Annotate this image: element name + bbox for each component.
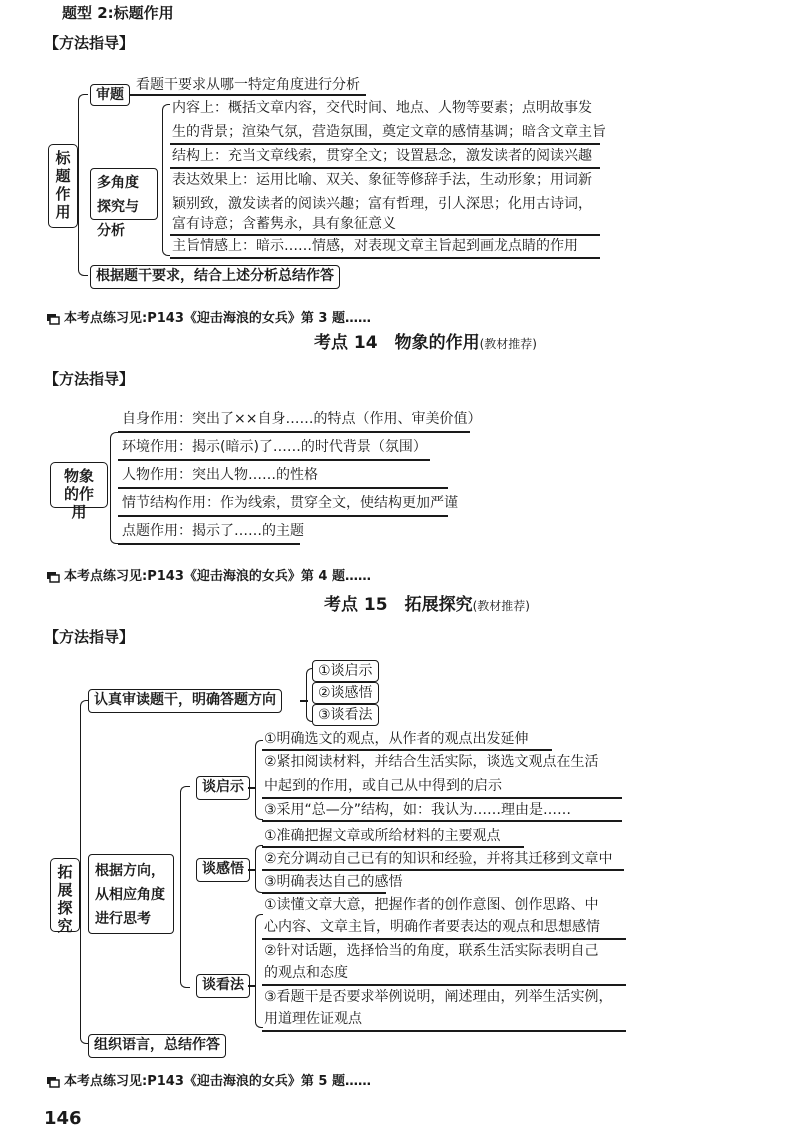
explore-root-label: 拓展探究 <box>57 863 73 935</box>
divider <box>262 892 386 894</box>
object-row-plot: 情节结构作用：作为线索，贯穿全文，使结构更加严谨 <box>122 495 458 511</box>
section-14-sub: (教材推荐) <box>479 337 537 351</box>
section-15-sub: (教材推荐) <box>472 599 530 613</box>
multi-angle-box: 多角度探究与分析 <box>90 168 158 220</box>
divider <box>262 1030 626 1032</box>
ganwu-row-1: ①准确把握文章或所给材料的主要观点 <box>264 828 501 844</box>
step1-item-3: ③谈看法 <box>312 704 379 726</box>
kanfa-row-6: 用道理佐证观点 <box>264 1011 362 1027</box>
divider <box>170 257 600 259</box>
method-label: 【方法指导】 <box>44 34 135 52</box>
method-label-2: 【方法指导】 <box>44 370 135 388</box>
kanfa-box: 谈看法 <box>196 974 250 998</box>
section-15-main: 考点 15 拓展探究 <box>324 595 473 615</box>
object-row-theme: 点题作用：揭示了……的主题 <box>122 523 304 539</box>
title-root-box <box>48 144 78 228</box>
method-label-3: 【方法指导】 <box>44 628 135 646</box>
divider <box>262 846 524 848</box>
expression-row-3: 富有诗意；含蓄隽永，具有象征意义 <box>172 216 396 232</box>
divider <box>262 938 626 940</box>
object-row-self: 自身作用：突出了××自身……的特点（作用、审美价值） <box>122 411 482 427</box>
qishi-row-4: ③采用“总—分”结构，如：我认为……理由是…… <box>264 802 572 818</box>
qishi-brace <box>255 740 263 820</box>
practice-note-1: 本考点练习见:P143《迎击海浪的女兵》第 3 题…… <box>64 311 371 326</box>
practice-icon <box>46 571 60 583</box>
divider <box>118 515 448 517</box>
shenti-text: 看题干要求从哪一特定角度进行分析 <box>136 77 360 93</box>
step2-box: 根据方向，从相应角度进行思考 <box>88 854 174 934</box>
divider <box>262 749 552 751</box>
kanfa-row-1: ①读懂文章大意，把握作者的创作意图、创作思路、中 <box>264 897 599 913</box>
content-row-1: 内容上：概括文章内容，交代时间、地点、人物等要素；点明故事发 <box>172 100 592 116</box>
divider <box>262 984 626 986</box>
section-14-main: 考点 14 物象的作用 <box>314 333 480 353</box>
practice-note-3: 本考点练习见:P143《迎击海浪的女兵》第 5 题…… <box>64 1074 371 1089</box>
underline <box>136 94 366 96</box>
divider <box>170 167 600 169</box>
title-brace <box>78 94 88 276</box>
divider <box>262 869 624 871</box>
ganwu-box: 谈感悟 <box>196 858 250 882</box>
step1-box: 认真审读题干，明确答题方向 <box>88 689 282 713</box>
shenti-box: 审题 <box>90 84 130 106</box>
divider <box>118 487 448 489</box>
divider <box>170 143 600 145</box>
qishi-row-2: ②紧扣阅读材料，并结合生活实际，谈选文观点在生活 <box>264 754 599 770</box>
content-row-2: 生的背景；渲染气氛，营造氛围，奠定文章的感情基调；暗含文章主旨 <box>172 124 606 140</box>
step2-brace <box>180 786 190 988</box>
title-root-label: 标题作用 <box>55 149 71 221</box>
structure-row: 结构上：充当文章线索，贯穿全文；设置悬念，激发读者的阅读兴趣 <box>172 148 592 164</box>
page-number: 146 <box>44 1108 82 1129</box>
expression-row-2: 颖别致，激发读者的阅读兴趣；富有哲理，引人深思；化用古诗词， <box>172 196 592 212</box>
practice-icon <box>46 313 60 325</box>
kanfa-row-3: ②针对话题，选择恰当的角度，联系生活实际表明自己 <box>264 943 599 959</box>
step1-item-1: ①谈启示 <box>312 660 379 682</box>
object-row-character: 人物作用：突出人物……的性格 <box>122 467 318 483</box>
section-14-title <box>314 334 537 353</box>
expression-row-1: 表达效果上：运用比喻、双关、象征等修辞手法，生动形象；用词新 <box>172 172 592 188</box>
section-15-title <box>324 596 530 615</box>
divider <box>118 543 300 545</box>
qishi-row-3: 中起到的作用，或自己从中得到的启示 <box>264 778 502 794</box>
qishi-box: 谈启示 <box>196 776 250 800</box>
kanfa-brace <box>255 914 263 1028</box>
theme-row: 主旨情感上：暗示……情感，对表现文章主旨起到画龙点睛的作用 <box>172 238 578 254</box>
qishi-row-1: ①明确选文的观点，从作者的观点出发延伸 <box>264 731 529 747</box>
object-root-label: 物象的作用 <box>63 467 94 521</box>
practice-note-2: 本考点练习见:P143《迎击海浪的女兵》第 4 题…… <box>64 569 371 584</box>
kanfa-row-4: 的观点和态度 <box>264 965 348 981</box>
type2-title: 题型 2:标题作用 <box>62 4 174 22</box>
divider <box>262 797 622 799</box>
summary-box: 根据题干要求，结合上述分析总结作答 <box>90 265 340 289</box>
ganwu-row-2: ②充分调动自己已有的知识和经验，并将其迁移到文章中 <box>264 851 613 867</box>
practice-icon <box>46 1076 60 1088</box>
divider <box>262 820 622 822</box>
kanfa-row-2: 心内容、文章主旨，明确作者要表达的观点和思想感情 <box>264 919 600 935</box>
explore-root-box <box>50 858 80 935</box>
object-root-box <box>50 462 108 521</box>
kanfa-row-5: ③看题干是否要求举例说明，阐述理由，列举生活实例， <box>264 989 613 1005</box>
object-row-environment: 环境作用：揭示(暗示)了……的时代背景（氛围） <box>122 439 427 455</box>
divider <box>118 459 430 461</box>
step1-item-2: ②谈感悟 <box>312 682 379 704</box>
divider <box>118 431 470 433</box>
step3-box: 组织语言，总结作答 <box>88 1034 226 1058</box>
ganwu-row-3: ③明确表达自己的感悟 <box>264 874 403 890</box>
multi-brace <box>162 104 170 256</box>
divider <box>170 234 600 236</box>
